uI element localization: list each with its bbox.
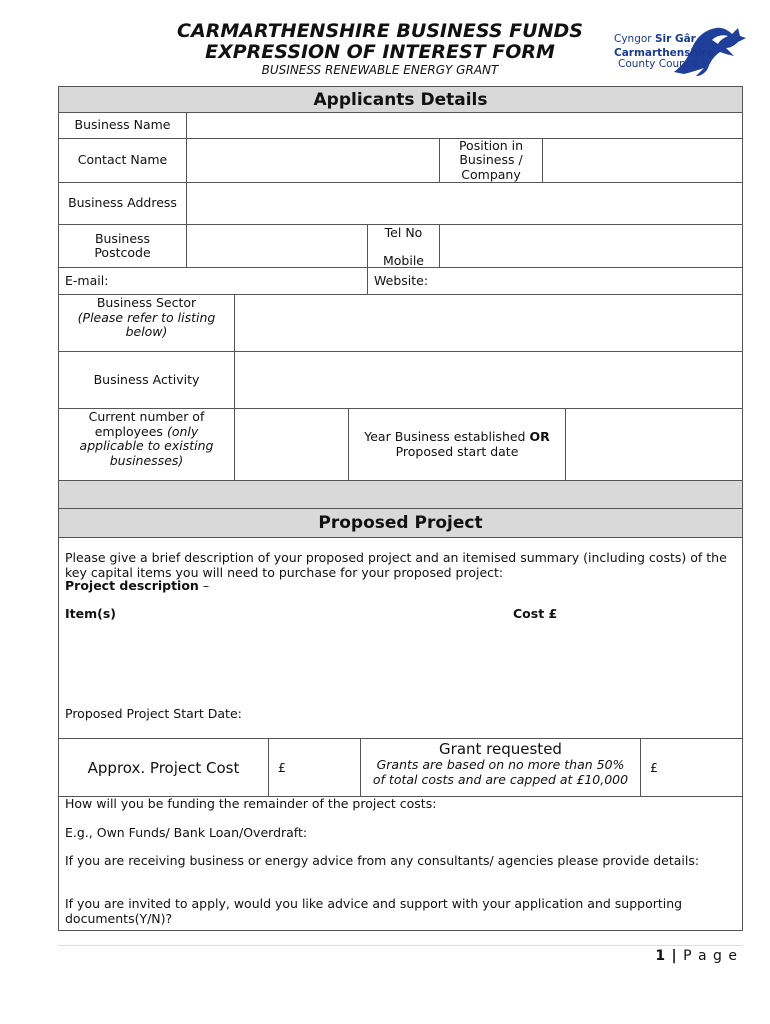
contact-name-input[interactable] [186, 138, 440, 183]
grant-note: Grants are based on no more than 50% of total costs and are capped at £10,000 [372, 757, 629, 787]
advice-question: If you are receiving business or energy advice from any consultants/ agencies please provide details: [65, 853, 700, 868]
employees-label: Current number of employees (only applicable to existing businesses) [58, 408, 235, 481]
approx-cost-pound: £ [278, 760, 286, 775]
items-label: Item(s) [65, 606, 116, 621]
page-footer: 1 | P a g e [655, 948, 738, 964]
email-label: E-mail: [65, 273, 109, 288]
position-label: Position in Business / Company [439, 138, 543, 183]
project-heading: Proposed Project [58, 508, 743, 538]
project-intro: Please give a brief description of your proposed project and an itemised summary (including costs) of the key capital items you will need to purchase for your proposed project: [65, 550, 727, 580]
logo-line-2: Carmarthenshire [614, 47, 714, 59]
funding-example: E.g., Own Funds/ Bank Loan/Overdraft: [65, 825, 308, 840]
page-label: P a g e [683, 948, 738, 964]
tel-no-label: Tel No [384, 225, 423, 240]
title-line-2: EXPRESSION OF INTEREST FORM [205, 41, 555, 63]
year-established-input[interactable] [565, 408, 743, 481]
website-label: Website: [374, 273, 429, 288]
applicants-heading: Applicants Details [58, 86, 743, 113]
employees-input[interactable] [234, 408, 349, 481]
mobile-label: Mobile [382, 252, 424, 268]
business-sector-note: (Please refer to listing below) [77, 309, 216, 339]
tel-mobile-input[interactable] [439, 224, 743, 268]
approx-project-cost-input[interactable] [268, 738, 361, 797]
support-question: If you are invited to apply, would you like advice and support with your application and supporting documents(Y/N)? [65, 896, 683, 926]
council-logo [612, 22, 747, 78]
project-start-date-label: Proposed Project Start Date: [65, 706, 242, 721]
footer-rule [58, 945, 743, 946]
business-name-label: Business Name [58, 112, 187, 139]
business-name-input[interactable] [186, 112, 743, 139]
business-sector-input[interactable] [234, 294, 743, 352]
grant-requested-label: Grant requested Grants are based on no more than 50% of total costs and are capped at £10,000 [360, 738, 641, 797]
business-address-label: Business Address [58, 182, 187, 225]
business-postcode-input[interactable] [186, 224, 368, 268]
contact-name-label: Contact Name [58, 138, 187, 183]
cost-label: Cost £ [513, 606, 558, 621]
form-subtitle: BUSINESS RENEWABLE ENERGY GRANT [261, 63, 499, 77]
grant-requested-input[interactable] [640, 738, 743, 797]
spacer-row [58, 480, 743, 509]
grant-pound: £ [650, 760, 658, 775]
employees-note: (only applicable to existing businesses) [79, 423, 214, 468]
page-number: 1 [655, 948, 667, 964]
logo-line-3: County Council [618, 58, 698, 70]
email-field[interactable] [58, 267, 368, 295]
business-activity-label: Business Activity [58, 351, 235, 409]
year-established-label: Year Business established OR Proposed start date [348, 408, 566, 481]
logo-line-1: Cyngor Sir Gâr [614, 33, 696, 45]
position-input[interactable] [542, 138, 743, 183]
business-activity-input[interactable] [234, 351, 743, 409]
website-field[interactable] [367, 267, 743, 295]
project-description-label: Project description – [65, 578, 210, 593]
approx-project-cost-label: Approx. Project Cost [58, 738, 269, 797]
funding-question: How will you be funding the remainder of the project costs: [65, 796, 437, 811]
tel-mobile-label [367, 224, 440, 268]
title-line-1: CARMARTHENSHIRE BUSINESS FUNDS [177, 20, 583, 42]
business-postcode-label: Business Postcode [58, 224, 187, 268]
business-address-input[interactable] [186, 182, 743, 225]
form-title [140, 20, 620, 63]
business-sector-label: Business Sector (Please refer to listing below) [58, 294, 235, 352]
